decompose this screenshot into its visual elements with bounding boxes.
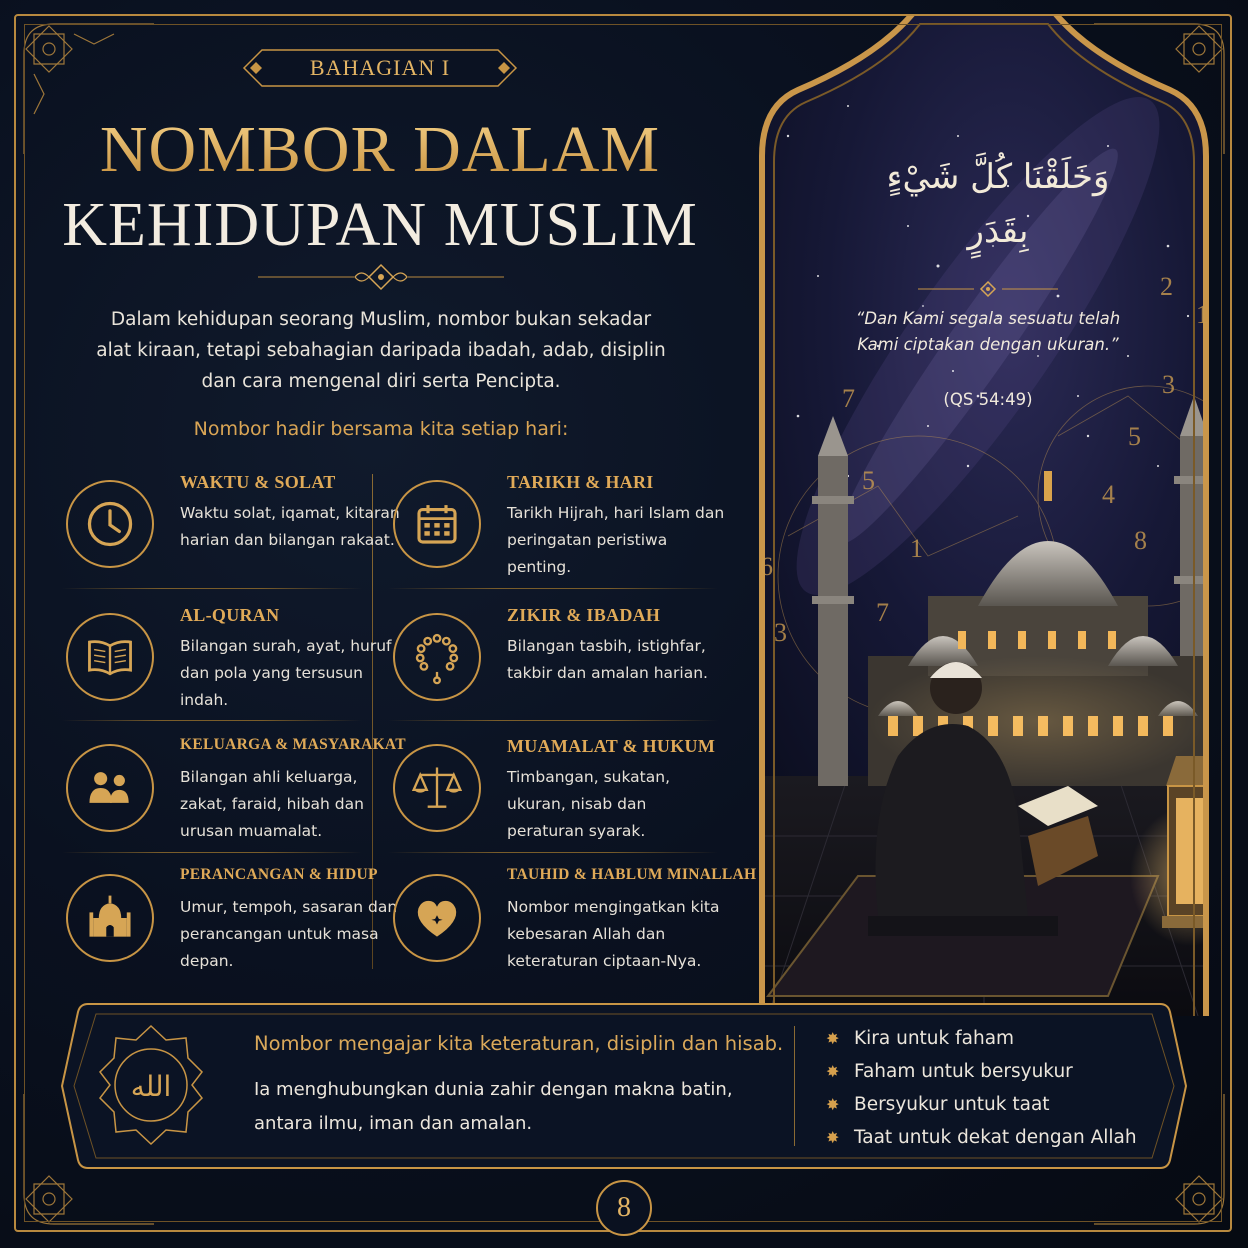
family-icon [66, 744, 154, 832]
feature-title: PERANCANGAN & HIDUP [180, 866, 378, 883]
floating-number: 8 [1134, 526, 1147, 555]
quran-verse-arabic-line1: وَخَلَقْنَا كُلَّ شَيْءٍ [886, 157, 1110, 197]
quran-verse-arabic [808, 150, 1188, 258]
feature-desc: Timbangan, sukatan, ukuran, nisab dan peraturan syarak. [507, 768, 670, 840]
quran-verse-translation: “Dan Kami segala sesuatu telah Kami ciptakan dengan ukuran.” [855, 309, 1121, 354]
heart-icon [393, 874, 481, 962]
feature-zikir-ibadah [393, 605, 723, 725]
quran-verse-arabic-line2: بِقَدَرٍ [967, 211, 1029, 251]
feature-muamalat-hukum [393, 736, 723, 856]
floating-number: 3 [774, 618, 787, 647]
quran-verse-reference: (QS 54:49) [943, 390, 1033, 409]
feature-desc: Tarikh Hijrah, hari Islam dan peringatan peristiwa penting. [507, 504, 725, 576]
floating-number: 2 [1160, 272, 1173, 301]
feature-title: TAUHID & HABLUM MINALLAH [507, 866, 757, 883]
star-bullet-icon: ✸ [826, 1062, 840, 1081]
bottom-divider [794, 1026, 795, 1146]
feature-tarikh-hari [393, 472, 723, 592]
list-item-label: Faham untuk bersyukur [854, 1061, 1073, 1082]
allah-calligraphy-text: الله [130, 1070, 172, 1103]
feature-desc: Nombor mengingatkan kita kebesaran Allah dan keteraturan ciptaan-Nya. [507, 898, 720, 970]
star-bullet-icon: ✸ [826, 1029, 840, 1048]
feature-desc: Bilangan surah, ayat, huruf dan pola yang tersusun indah. [180, 637, 392, 709]
floating-number: 4 [1102, 480, 1115, 509]
feature-keluarga-masyarakat [66, 736, 406, 856]
floating-number: 7 [876, 598, 889, 627]
feature-tauhid [393, 866, 757, 986]
page-title-line1: NOMBOR DALAM [40, 112, 720, 188]
feature-perancangan-hidup [66, 866, 396, 986]
list-item [826, 1022, 1186, 1055]
floating-number: 6 [760, 552, 773, 581]
floating-number: 7 [842, 384, 855, 413]
feature-title: MUAMALAT & HUKUM [507, 736, 716, 756]
clock-icon [66, 480, 154, 568]
floating-number: 1 [1196, 300, 1209, 329]
list-item [826, 1121, 1186, 1154]
feature-title: KELUARGA & MASYARAKAT [180, 736, 406, 753]
page-number: 8 [596, 1180, 652, 1236]
feature-title: TARIKH & HARI [507, 472, 654, 492]
feature-title: WAKTU & SOLAT [180, 472, 336, 492]
intro-lead: Nombor hadir bersama kita setiap hari: [193, 418, 569, 440]
feature-desc: Bilangan ahli keluarga, zakat, faraid, hibah dan urusan muamalat. [180, 768, 364, 840]
list-item-label: Bersyukur untuk taat [854, 1094, 1050, 1115]
corner-ornament-icon [1084, 14, 1234, 164]
feature-title: ZIKIR & IBADAH [507, 605, 661, 625]
floating-number: 3 [1162, 370, 1175, 399]
mosque-icon [66, 874, 154, 962]
feature-waktu-solat [66, 472, 400, 592]
allah-calligraphy-medallion [96, 1022, 206, 1148]
section-banner [242, 48, 518, 88]
prayer-beads-icon [393, 613, 481, 701]
feature-title: AL-QURAN [180, 605, 280, 625]
bullet-list [826, 1022, 1186, 1154]
star-bullet-icon: ✸ [826, 1095, 840, 1114]
feature-desc: Umur, tempoh, sasaran dan perancangan untuk masa depan. [180, 898, 398, 970]
scales-icon [393, 744, 481, 832]
feature-desc: Bilangan tasbih, istighfar, takbir dan amalan harian. [507, 637, 708, 682]
ornament-divider [258, 262, 504, 292]
feature-al-quran [66, 605, 396, 725]
list-item [826, 1088, 1186, 1121]
ornament-divider [918, 280, 1058, 298]
floating-number: 1 [910, 534, 923, 563]
bottom-headline: Nombor mengajar kita keteraturan, disiplin dan hisab. [254, 1032, 784, 1055]
star-bullet-icon: ✸ [826, 1128, 840, 1147]
list-item-label: Kira untuk faham [854, 1028, 1015, 1049]
intro-paragraph: Dalam kehidupan seorang Muslim, nombor bukan sekadar alat kiraan, tetapi sebahagian daripada ibadah, adab, disiplin dan cara mengenal diri serta Pencipta. [96, 309, 666, 392]
floating-number: 5 [862, 466, 875, 495]
bottom-body: Ia menghubungkan dunia zahir dengan makna batin, antara ilmu, iman dan amalan. [254, 1079, 733, 1134]
list-item [826, 1055, 1186, 1088]
page-title-line2: KEHIDUPAN MUSLIM [62, 191, 698, 259]
list-item-label: Taat untuk dekat dengan Allah [854, 1127, 1137, 1148]
feature-desc: Waktu solat, iqamat, kitaran harian dan bilangan rakaat. [180, 504, 400, 549]
floating-number: 5 [1128, 422, 1141, 451]
section-label: BAHAGIAN I [309, 55, 451, 80]
calendar-icon [393, 480, 481, 568]
quran-book-icon [66, 613, 154, 701]
